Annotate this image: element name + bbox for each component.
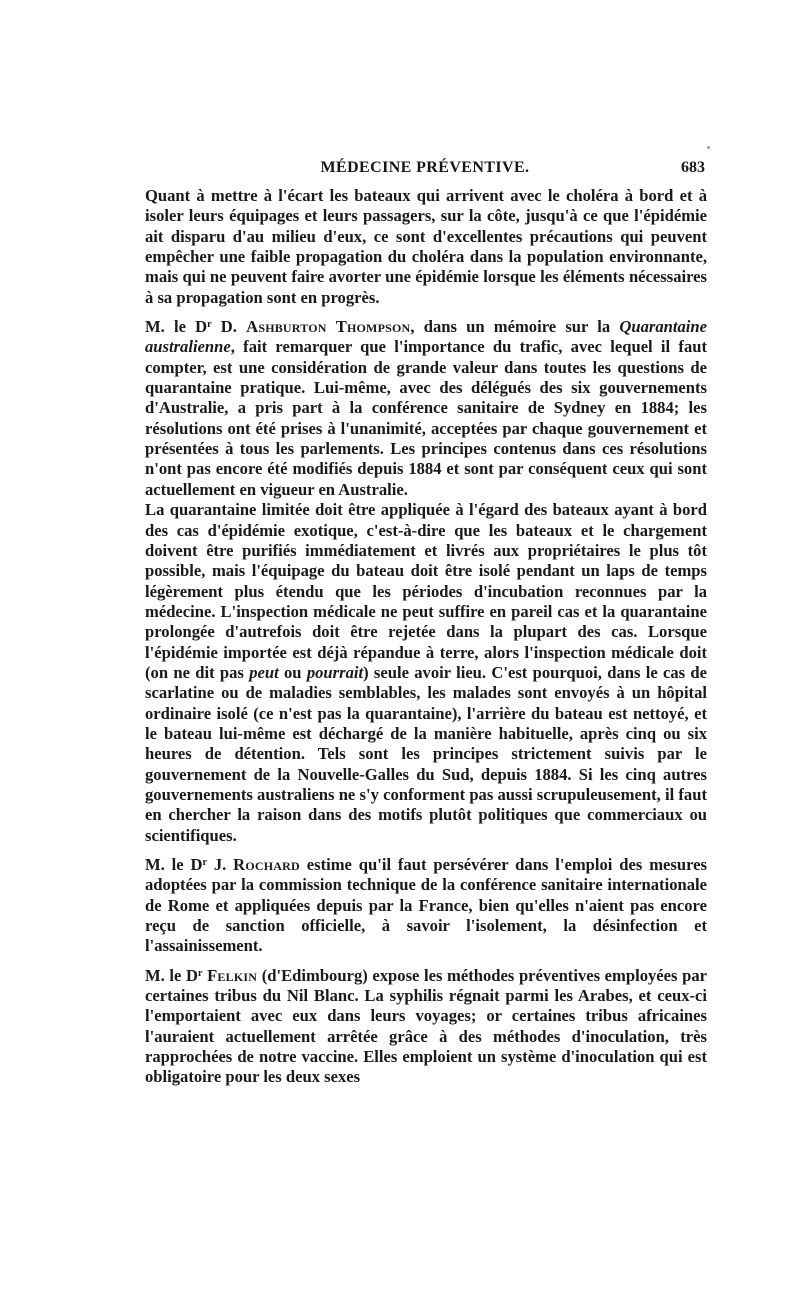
paragraph-5-text: (d'Edimbourg) expose les méthodes préventives employées par certaines tribus du Nil Blanc. La syphilis régnait parmi les Arabes, et ceux-ci l'emportaient avec eux dans leurs voyages; or certaines tribus africaines l'auraient actuellement arrêtée grâce à des méthodes d'inoculation, très rapprochées de notre vaccine. Elles emploient un système d'inoculation qui est obligatoire pour les deux sexes	[145, 965, 707, 1087]
doctor-superscript: r	[207, 319, 212, 331]
paragraph-1-text: Quant à mettre à l'écart les bateaux qui arrivent avec le choléra à bord et à isoler leurs équipages et leurs passagers, sur la côte, jusqu'à ce que l'épidémie ait disparu d'au milieu d'eux, ce sont d'excellentes précautions qui peuvent empêcher une faible propagation du choléra dans la population environnante, mais qui ne peuvent faire avorter une épidémie lorsque les éléments nécessaires à sa propagation sont en progrès.	[145, 186, 707, 307]
paragraph-4-text: estime qu'il faut persévérer dans l'emploi des mesures adoptées par la commission technique de la conférence sanitaire internationale de Rome et appliquées depuis par la France, bien qu'elles n'aient pas encore reçu de sanction officielle, à savoir l'isolement, la désinfection et l'assainissement.	[145, 855, 707, 956]
author-prefix: M. le D	[145, 317, 208, 337]
paragraph-3	[145, 500, 707, 846]
scan-speck	[707, 146, 710, 149]
paragraph-3-text-b: ) seule avoir lieu. C'est pourquoi, dans le cas de scarlatine ou de maladies semblables, les malades sont envoyés à un hôpital ordinaire isolé (ce n'est pas la quarantaine), l'arrière du bateau est nettoyé, et le bateau lui-même est déchargé de la manière habituelle, après cinq ou six heures de détention. Tels sont les principes strictement suivis par le gouvernement de la Nouvelle-Galles du Sud, depuis 1884. Si les cinq autres gouvernements australiens ne s'y conforment pas aussi scrupuleusement, il faut en chercher la raison dans des motifs plutôt politiques que commerciaux ou scientifiques.	[145, 662, 708, 845]
emphasis-peut: peut	[249, 662, 279, 682]
paragraph-2	[145, 317, 707, 500]
author-prefix: M. le D	[145, 855, 203, 874]
running-title: MÉDECINE PRÉVENTIVE.	[320, 159, 530, 176]
paragraph-5	[145, 966, 707, 1088]
doctor-superscript: r	[198, 967, 203, 979]
paragraph-2-lead: , dans un mémoire sur la	[410, 317, 620, 337]
paragraph-3-text-a: La quarantaine limitée doit être appliquée à l'égard des bateaux ayant à bord des cas d'épidémie exotique, c'est-à-dire que les bateaux et le chargement doivent être purifiés immédiatement et livrés aux propriétaires le plus tôt possible, mais l'équipage du bateau doit être isolé pendant un laps de temps légèrement plus étendu que les périodes d'incubation reconnues par la médecine. L'inspection médicale ne peut suffire en pareil cas et la quarantaine prolongée d'autrefois doit être rejetée dans la plupart des cas. Lorsque l'épidémie importée est déjà répandue à terre, alors l'inspection médicale doit (on ne dit pas	[145, 500, 707, 682]
author-name: Rochard	[233, 855, 300, 874]
paragraph-3-conj: ou	[278, 662, 307, 682]
author-name: Felkin	[207, 965, 258, 985]
work-title: Quarantaine australienne	[145, 317, 707, 357]
author-initial: J.	[206, 855, 234, 874]
paragraph-4	[145, 855, 707, 957]
doctor-superscript: r	[202, 857, 207, 868]
author-name: Ashburton Thompson	[246, 317, 411, 337]
page-number: 683	[681, 159, 705, 176]
body-text	[145, 186, 707, 1088]
paragraph-2-text: , fait remarquer que l'importance du trafic, avec lequel il faut compter, est une considération de grande valeur dans toutes les questions de quarantaine pratique. Lui-même, avec des délégués des six gouvernements d'Australie, a pris part à la conférence sanitaire de Sydney en 1884; les résolutions ont été prises à l'unanimité, acceptées par chaque gouvernement et présentées à tous les parlements. Les principes contenus dans ces résolutions n'ont pas encore été modifiés depuis 1884 et sont par conséquent ceux qui sont actuellement en vigueur en Australie.	[145, 337, 707, 499]
author-prefix: M. le D	[145, 965, 199, 985]
emphasis-pourrait: pourrait	[306, 662, 364, 682]
paragraph-1	[145, 186, 707, 308]
page-header	[145, 159, 705, 183]
author-initial: D.	[211, 317, 247, 337]
